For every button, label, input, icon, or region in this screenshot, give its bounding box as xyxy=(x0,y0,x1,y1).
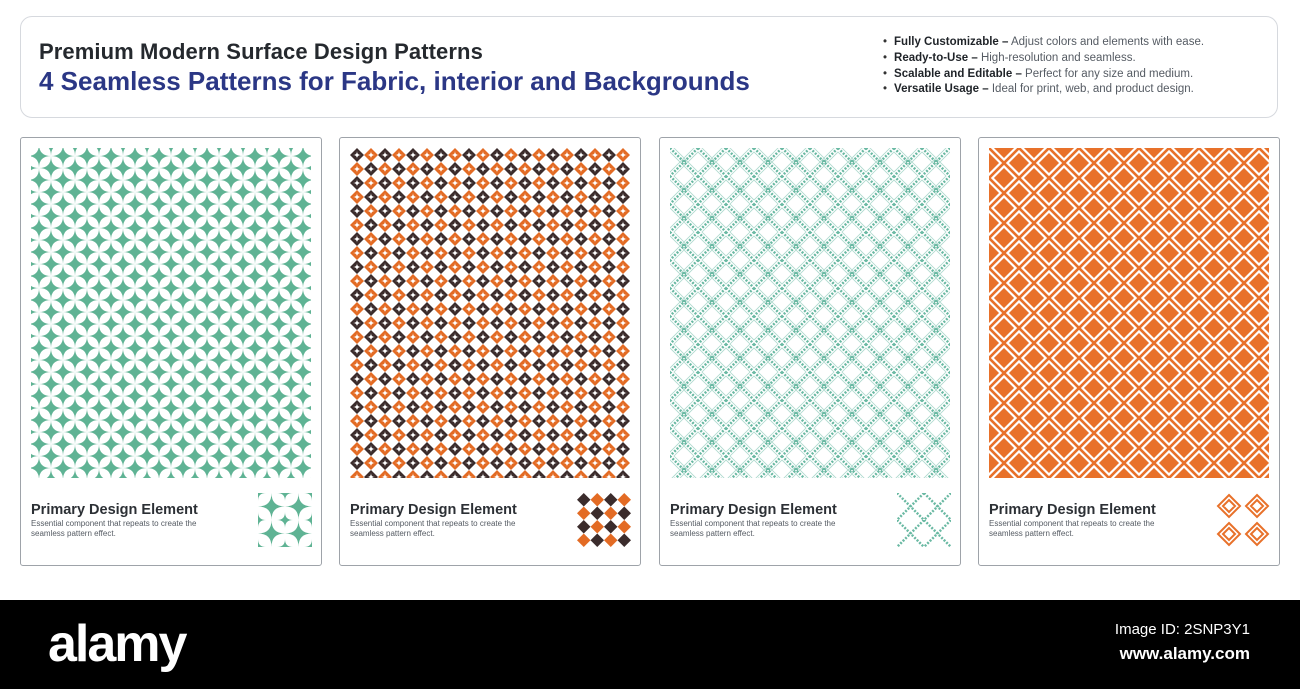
page-title: Premium Modern Surface Design Patterns xyxy=(39,39,483,64)
pattern-card-orange-lattice[interactable] xyxy=(978,137,1280,566)
design-element-thumbnail xyxy=(1216,493,1270,547)
pattern-preview xyxy=(31,148,311,478)
card-description: Essential component that repeats to create the seamless pattern effect. xyxy=(670,519,836,538)
orange-lattice-pattern xyxy=(989,148,1269,478)
green-star-pattern xyxy=(31,148,311,478)
site-url[interactable]: www.alamy.com xyxy=(1119,644,1250,663)
alamy-logo: alamy xyxy=(48,615,186,673)
pattern-preview xyxy=(670,148,950,478)
card-description: Essential component that repeats to create the seamless pattern effect. xyxy=(350,519,516,538)
feature-list xyxy=(883,35,1204,98)
card-title: Primary Design Element xyxy=(350,502,517,518)
card-description: Essential component that repeats to create the seamless pattern effect. xyxy=(31,519,197,538)
card-title: Primary Design Element xyxy=(670,502,837,518)
pattern-card-orange-brown[interactable] xyxy=(339,137,641,566)
feature-item: • Fully Customizable – Adjust colors and elements with ease. xyxy=(883,35,1204,51)
design-element-thumbnail xyxy=(258,493,312,547)
image-id: Image ID: 2SNP3Y1 xyxy=(1114,621,1250,638)
teal-lattice-pattern xyxy=(670,148,950,478)
feature-item: • Versatile Usage – Ideal for print, web, and product design. xyxy=(883,82,1204,98)
orange-brown-pattern xyxy=(350,148,630,478)
design-element-thumbnail xyxy=(577,493,631,547)
pattern-card-teal-lattice[interactable] xyxy=(659,137,961,566)
feature-item: • Scalable and Editable – Perfect for any size and medium. xyxy=(883,67,1204,83)
alamy-footer xyxy=(0,600,1300,689)
header-panel xyxy=(20,16,1278,118)
card-title: Primary Design Element xyxy=(989,502,1156,518)
pattern-card-green-stars[interactable] xyxy=(20,137,322,566)
card-description: Essential component that repeats to create the seamless pattern effect. xyxy=(989,519,1155,538)
page-subtitle: 4 Seamless Patterns for Fabric, interior and Backgrounds xyxy=(39,66,750,96)
pattern-preview xyxy=(350,148,630,478)
design-element-thumbnail xyxy=(897,493,951,547)
pattern-preview xyxy=(989,148,1269,478)
card-title: Primary Design Element xyxy=(31,502,198,518)
feature-item: • Ready-to-Use – High-resolution and seamless. xyxy=(883,51,1204,67)
